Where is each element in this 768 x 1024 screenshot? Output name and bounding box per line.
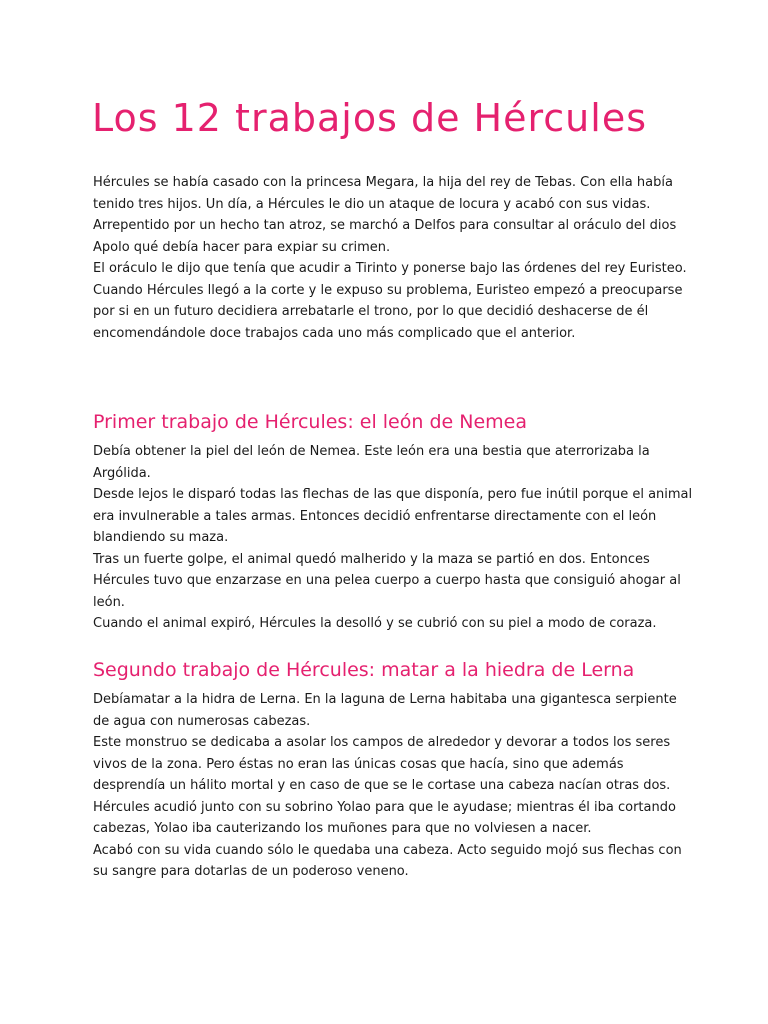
section-paragraph: Cuando el animal expiró, Hércules la desolló y se cubrió con su piel a modo de coraza. <box>93 616 657 631</box>
section-paragraph: Tras un fuerte golpe, el animal quedó malherido y la maza se partió en dos. Entonces Hércules tuvo que enzarzase en una pelea cuerpo a cuerpo hasta que consiguió ahogar al león. <box>93 551 681 610</box>
intro-paragraph-4: Cuando Hércules llegó a la corte y le expuso su problema, Euristeo empezó a preocuparse por si en un futuro decidiera arrebatarle el trono, por lo que decidió deshacerse de él encomendándole doce trabajos cada uno más complicado que el anterior. <box>93 282 683 341</box>
section-second-labor <box>93 656 693 883</box>
intro-paragraph-1: Hércules se había casado con la princesa Megara, la hija del rey de Tebas. Con ella había tenido tres hijos. Un día, a Hércules le dio un ataque de locura y acabó con sus vidas. <box>93 175 673 212</box>
document-title: Los 12 trabajos de Hércules <box>92 96 647 140</box>
section-paragraph: Este monstruo se dedicaba a asolar los campos de alrededor y devorar a todos los seres vivos de la zona. Pero éstas no eran las únicas cosas que hacía, sino que además desprendía un hálito mortal y en caso de que se le cortase una cabeza nacían otras dos. <box>93 735 671 793</box>
section-paragraph: Hércules acudió junto con su sobrino Yolao para que le ayudase; mientras él iba cortando cabezas, Yolao iba cauterizando los muñones para que no volviesen a nacer. <box>93 799 676 836</box>
section-paragraph: Desde lejos le disparó todas las flechas de las que disponía, pero fue inútil porque el animal era invulnerable a tales armas. Entonces decidió enfrentarse directamente con el león blandiendo su maza. <box>93 487 693 545</box>
intro-paragraph-3: El oráculo le dijo que tenía que acudir a Tirinto y ponerse bajo las órdenes del rey Euristeo. <box>93 261 687 276</box>
section-heading: Primer trabajo de Hércules: el león de Nemea <box>93 411 527 433</box>
intro-section <box>93 172 693 344</box>
section-paragraph: Debía obtener la piel del león de Nemea. Este león era una bestia que aterrorizaba la Argólida. <box>93 444 650 481</box>
intro-paragraph-2: Arrepentido por un hecho tan atroz, se marchó a Delfos para consultar al oráculo del dios Apolo qué debía hacer para expiar su crimen. <box>93 218 677 255</box>
section-heading: Segundo trabajo de Hércules: matar a la hiedra de Lerna <box>93 659 635 681</box>
section-paragraph: Debíamatar a la hidra de Lerna. En la laguna de Lerna habitaba una gigantesca serpiente de agua con numerosas cabezas. <box>93 692 677 729</box>
section-first-labor <box>93 408 693 635</box>
section-paragraph: Acabó con su vida cuando sólo le quedaba una cabeza. Acto seguido mojó sus flechas con su sangre para dotarlas de un poderoso veneno. <box>93 842 682 879</box>
